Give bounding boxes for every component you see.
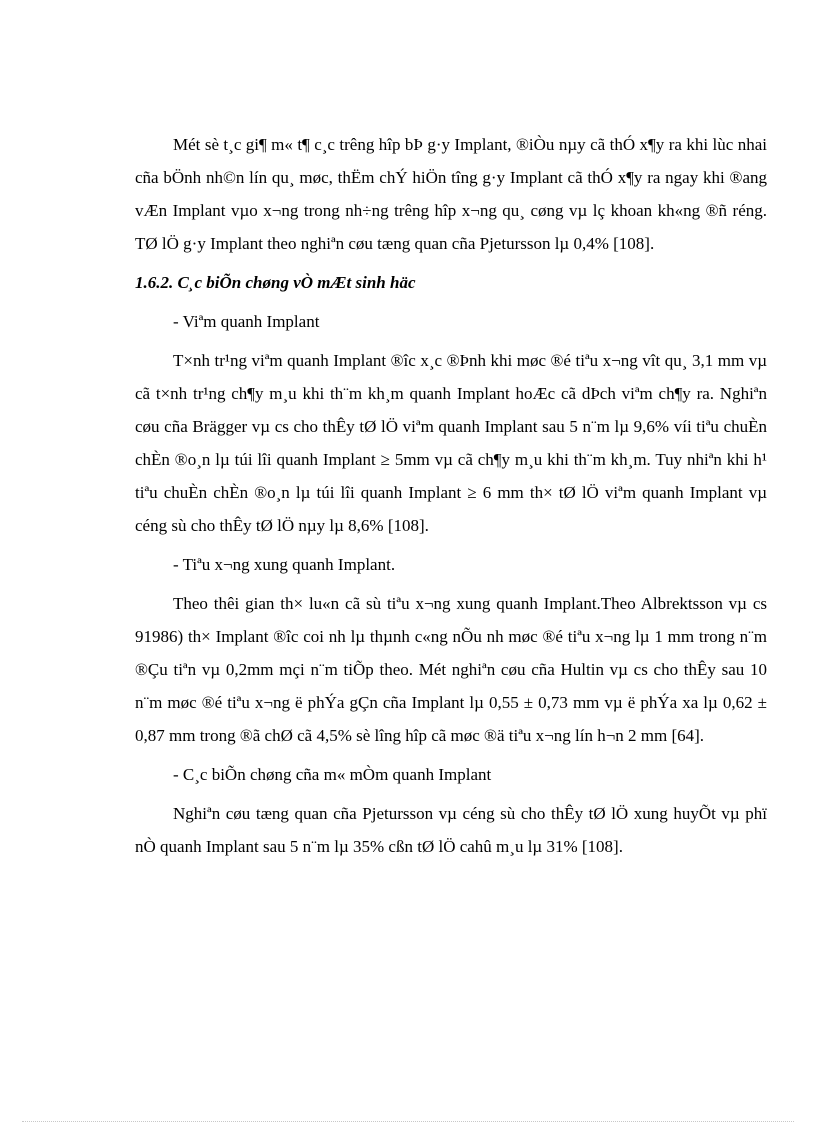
paragraph-soft-tissue: Nghiªn cøu tæng quan cña Pjetursson vµ céng sù cho thÊy tØ lÖ xung huyÕt vµ phï nÒ quanh Implant sau 5 n¨m lµ 35% cßn tØ lÖ cahû m¸u lµ 31% [108]. — [135, 804, 767, 856]
paragraph-peri-implantitis: T×nh tr¹ng viªm quanh Implant ®îc x¸c ®Þnh khi møc ®é tiªu x¬ng vît qu¸ 3,1 mm vµ cã t×nh tr¹ng ch¶y m¸u khi th¨m kh¸m quanh Implant hoÆc cã dÞch viªm ch¶y ra. Nghiªn cøu cña Brägger vµ cs cho thÊy tØ lÖ viªm quanh Implant sau 5 n¨m lµ 9,6% víi tiªu chuÈn chÈn ®o¸n lµ túi lîi quanh Implant ≥ 5mm vµ cã ch¶y m¸u khi th¨m kh¸m. Tuy nhiªn khi h¹ tiªu chuÈn chÈn ®o¸n lµ túi lîi quanh Implant ≥ 6 mm th× tØ lÖ viªm quanh Implant vµ céng sù cho thÊy tØ lÖ nµy lµ 8,6% [108]. — [135, 351, 767, 535]
document-body — [135, 128, 767, 863]
paragraph-bone-loss: Theo thêi gian th× lu«n cã sù tiªu x¬ng xung quanh Implant.Theo Albrektsson vµ cs 91986) th× Implant ®îc coi nh lµ thµnh c«ng nÕu nh møc ®é tiªu x¬ng lµ 1 mm trong n¨m ®Çu tiªn vµ 0,2mm mçi n¨m tiÕp theo. Mét nghiªn cøu cña Hultin vµ cs cho thÊy sau 10 n¨m møc ®é tiªu x¬ng ë phÝa gÇn cña Implant lµ 0,55 ± 0,73 mm vµ ë phÝa xa lµ 0,62 ± 0,87 mm trong ®ã chØ cã 4,5% sè lîng hîp cã møc ®ä tiªu x¬ng lín h¬n 2 mm [64]. — [135, 594, 767, 745]
page-bottom-divider — [22, 1121, 794, 1122]
bullet-peri-implantitis: - Viªm quanh Implant — [173, 312, 320, 331]
section-heading: 1.6.2. C¸c biÕn chøng vÒ mÆt sinh häc — [135, 273, 416, 292]
bullet-soft-tissue: - C¸c biÕn chøng cña m« mÒm quanh Implant — [173, 765, 492, 784]
paragraph-implant-fracture: Mét sè t¸c gi¶ m« t¶ c¸c trêng hîp bÞ g·y Implant, ®iÒu nµy cã thÓ x¶y ra khi lùc nhai cña bÖnh nh©n lín qu¸ møc, thËm chÝ hiÖn tîng g·y Implant cã thÓ x¶y ra ngay khi ®ang vÆn Implant vµo x¬ng trong nh÷ng trêng hîp x¬ng qu¸ cøng vµ lç khoan kh«ng ®ñ réng. TØ lÖ g·y Implant theo nghiªn cøu tæng quan cña Pjetursson lµ 0,4% [108]. — [135, 135, 767, 253]
bullet-bone-loss: - Tiªu x¬ng xung quanh Implant. — [173, 555, 396, 574]
